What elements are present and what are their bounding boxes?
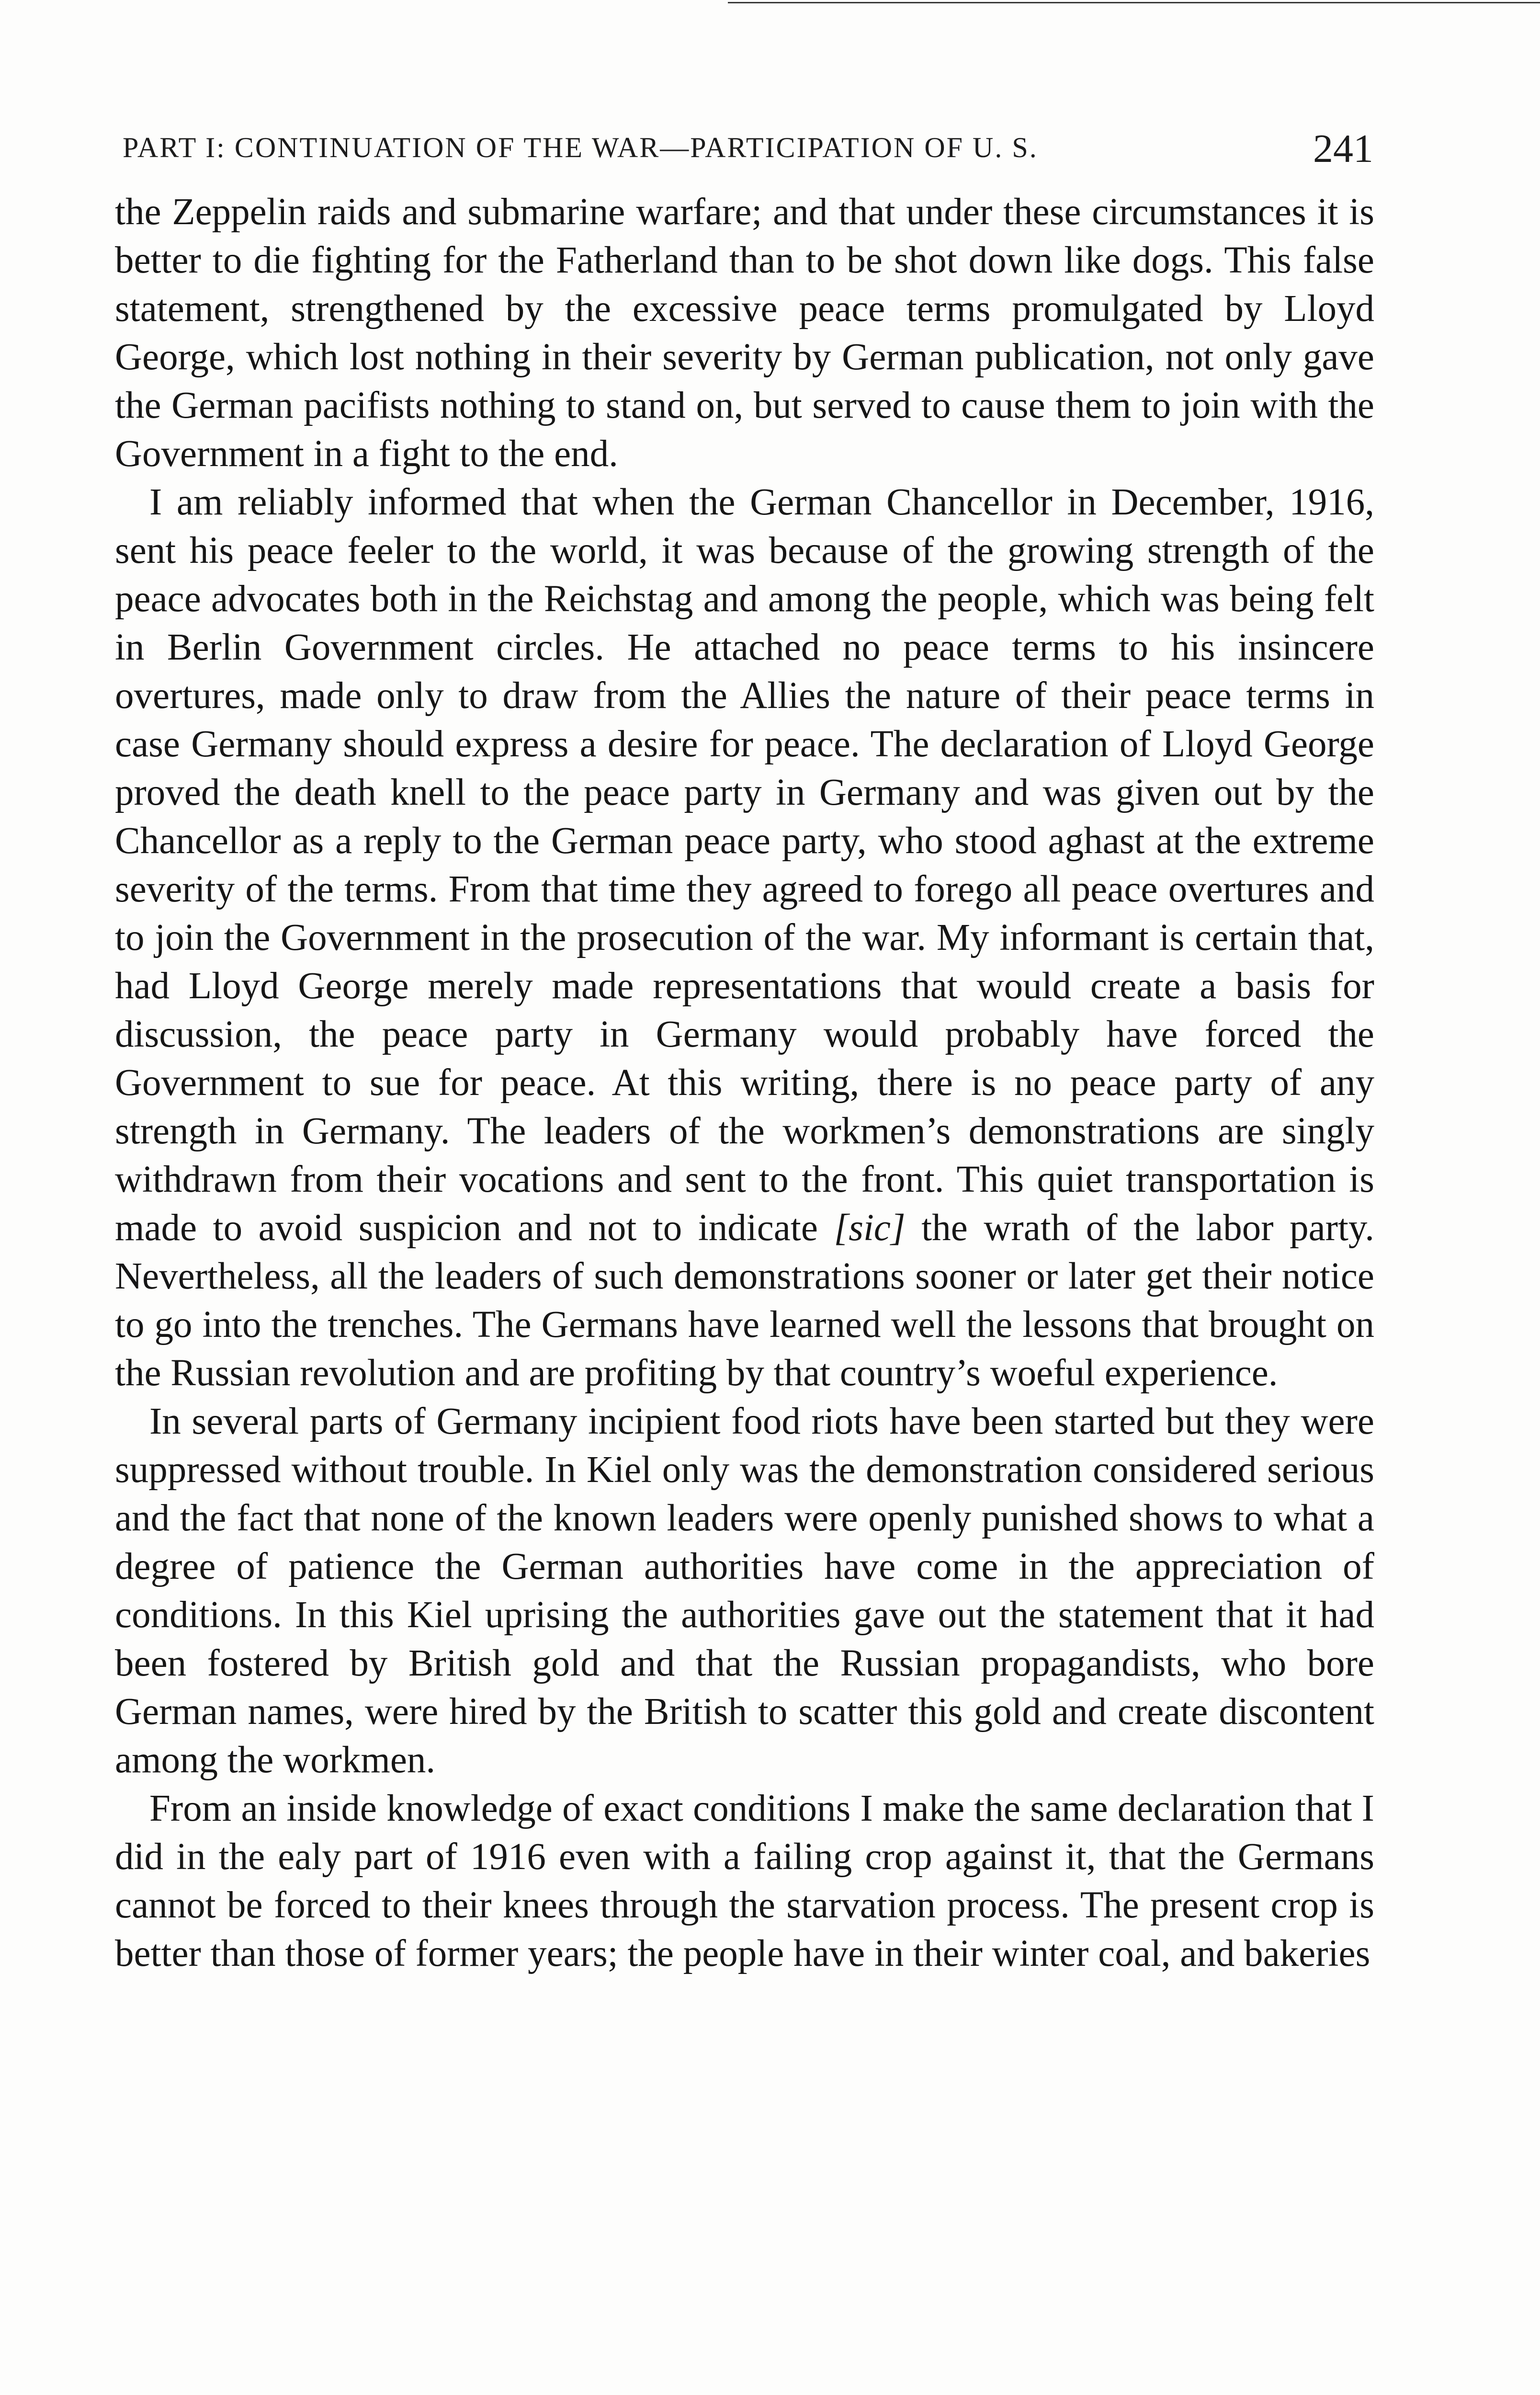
paragraph-1: the Zeppelin raids and submarine warfare; and that under these circumstances it is better to die fighting for the Fatherland than to be shot down like dogs. This false statement, strengthened by the excessive peace terms promulgated by Lloyd George, which lost nothing in their severity by German publication, not only gave the German pacifists nothing to stand on, but served to cause them to join with the Government in a fight to the end. [115,191,1374,475]
paragraph-2 [115,478,1374,1397]
sic-annotation: [sic] [834,1207,906,1249]
paragraph-4: From an inside knowledge of exact conditions I make the same declaration that I did in the ealy part of 1916 even with a failing crop against it, that the Germans cannot be forced to their knees through the starvation process. The present crop is better than those of former years; the people have in their winter coal, and bakeries [115,1788,1374,1974]
paragraph-2-continuation: the wrath of the labor party. Nevertheless, all the leaders of such demonstrations sooner or later get their notice to go into the trenches. The Germans have learned well the lessons that brought on the Russian revolution and are profiting by that country’s woeful experience. [115,1207,1375,1394]
running-head: PART I: CONTINUATION OF THE WAR—PARTICIPATION OF U. S. [123,132,1038,163]
paragraph-2-text: I am reliably informed that when the German Chancellor in December, 1916, sent his peace feeler to the world, it was because of the growing strength of the peace advocates both in the Reichstag and among the people, which was being felt in Berlin Government circles. He attached no peace terms to his insincere overtures, made only to draw from the Allies the nature of their peace terms in case Germany should express a desire for peace. The declaration of Lloyd George proved the death knell to the peace party in Germany and was given out by the Chancellor as a reply to the German peace party, who stood aghast at the extreme severity of the terms. From that time they agreed to forego all peace overtures and to join the Government in the prosecution of the war. My informant is certain that, had Lloyd George merely made representations that would create a basis for discussion, the peace party in Germany would probably have forced the Government to sue for peace. At this writing, there is no peace party of any strength in Germany. The leaders of the workmen’s demonstrations are singly withdrawn from their vocations and sent to the front. This quiet transportation is made to avoid suspicion and not to indicate [115,481,1374,1249]
paragraph-3: In several parts of Germany incipient food riots have been started but they were suppressed without trouble. In Kiel only was the demonstration considered serious and the fact that none of the known leaders were openly punished shows to what a degree of patience the German authorities have come in the appreciation of conditions. In this Kiel uprising the authorities gave out the statement that it had been fostered by British gold and that the Russian propagandists, who bore German names, were hired by the British to scatter this gold and create discontent among the workmen. [115,1401,1374,1781]
body-text [115,188,1374,1978]
page-number: 241 [1313,126,1373,171]
page-header [123,125,1373,178]
top-edge-rule [728,2,1540,3]
